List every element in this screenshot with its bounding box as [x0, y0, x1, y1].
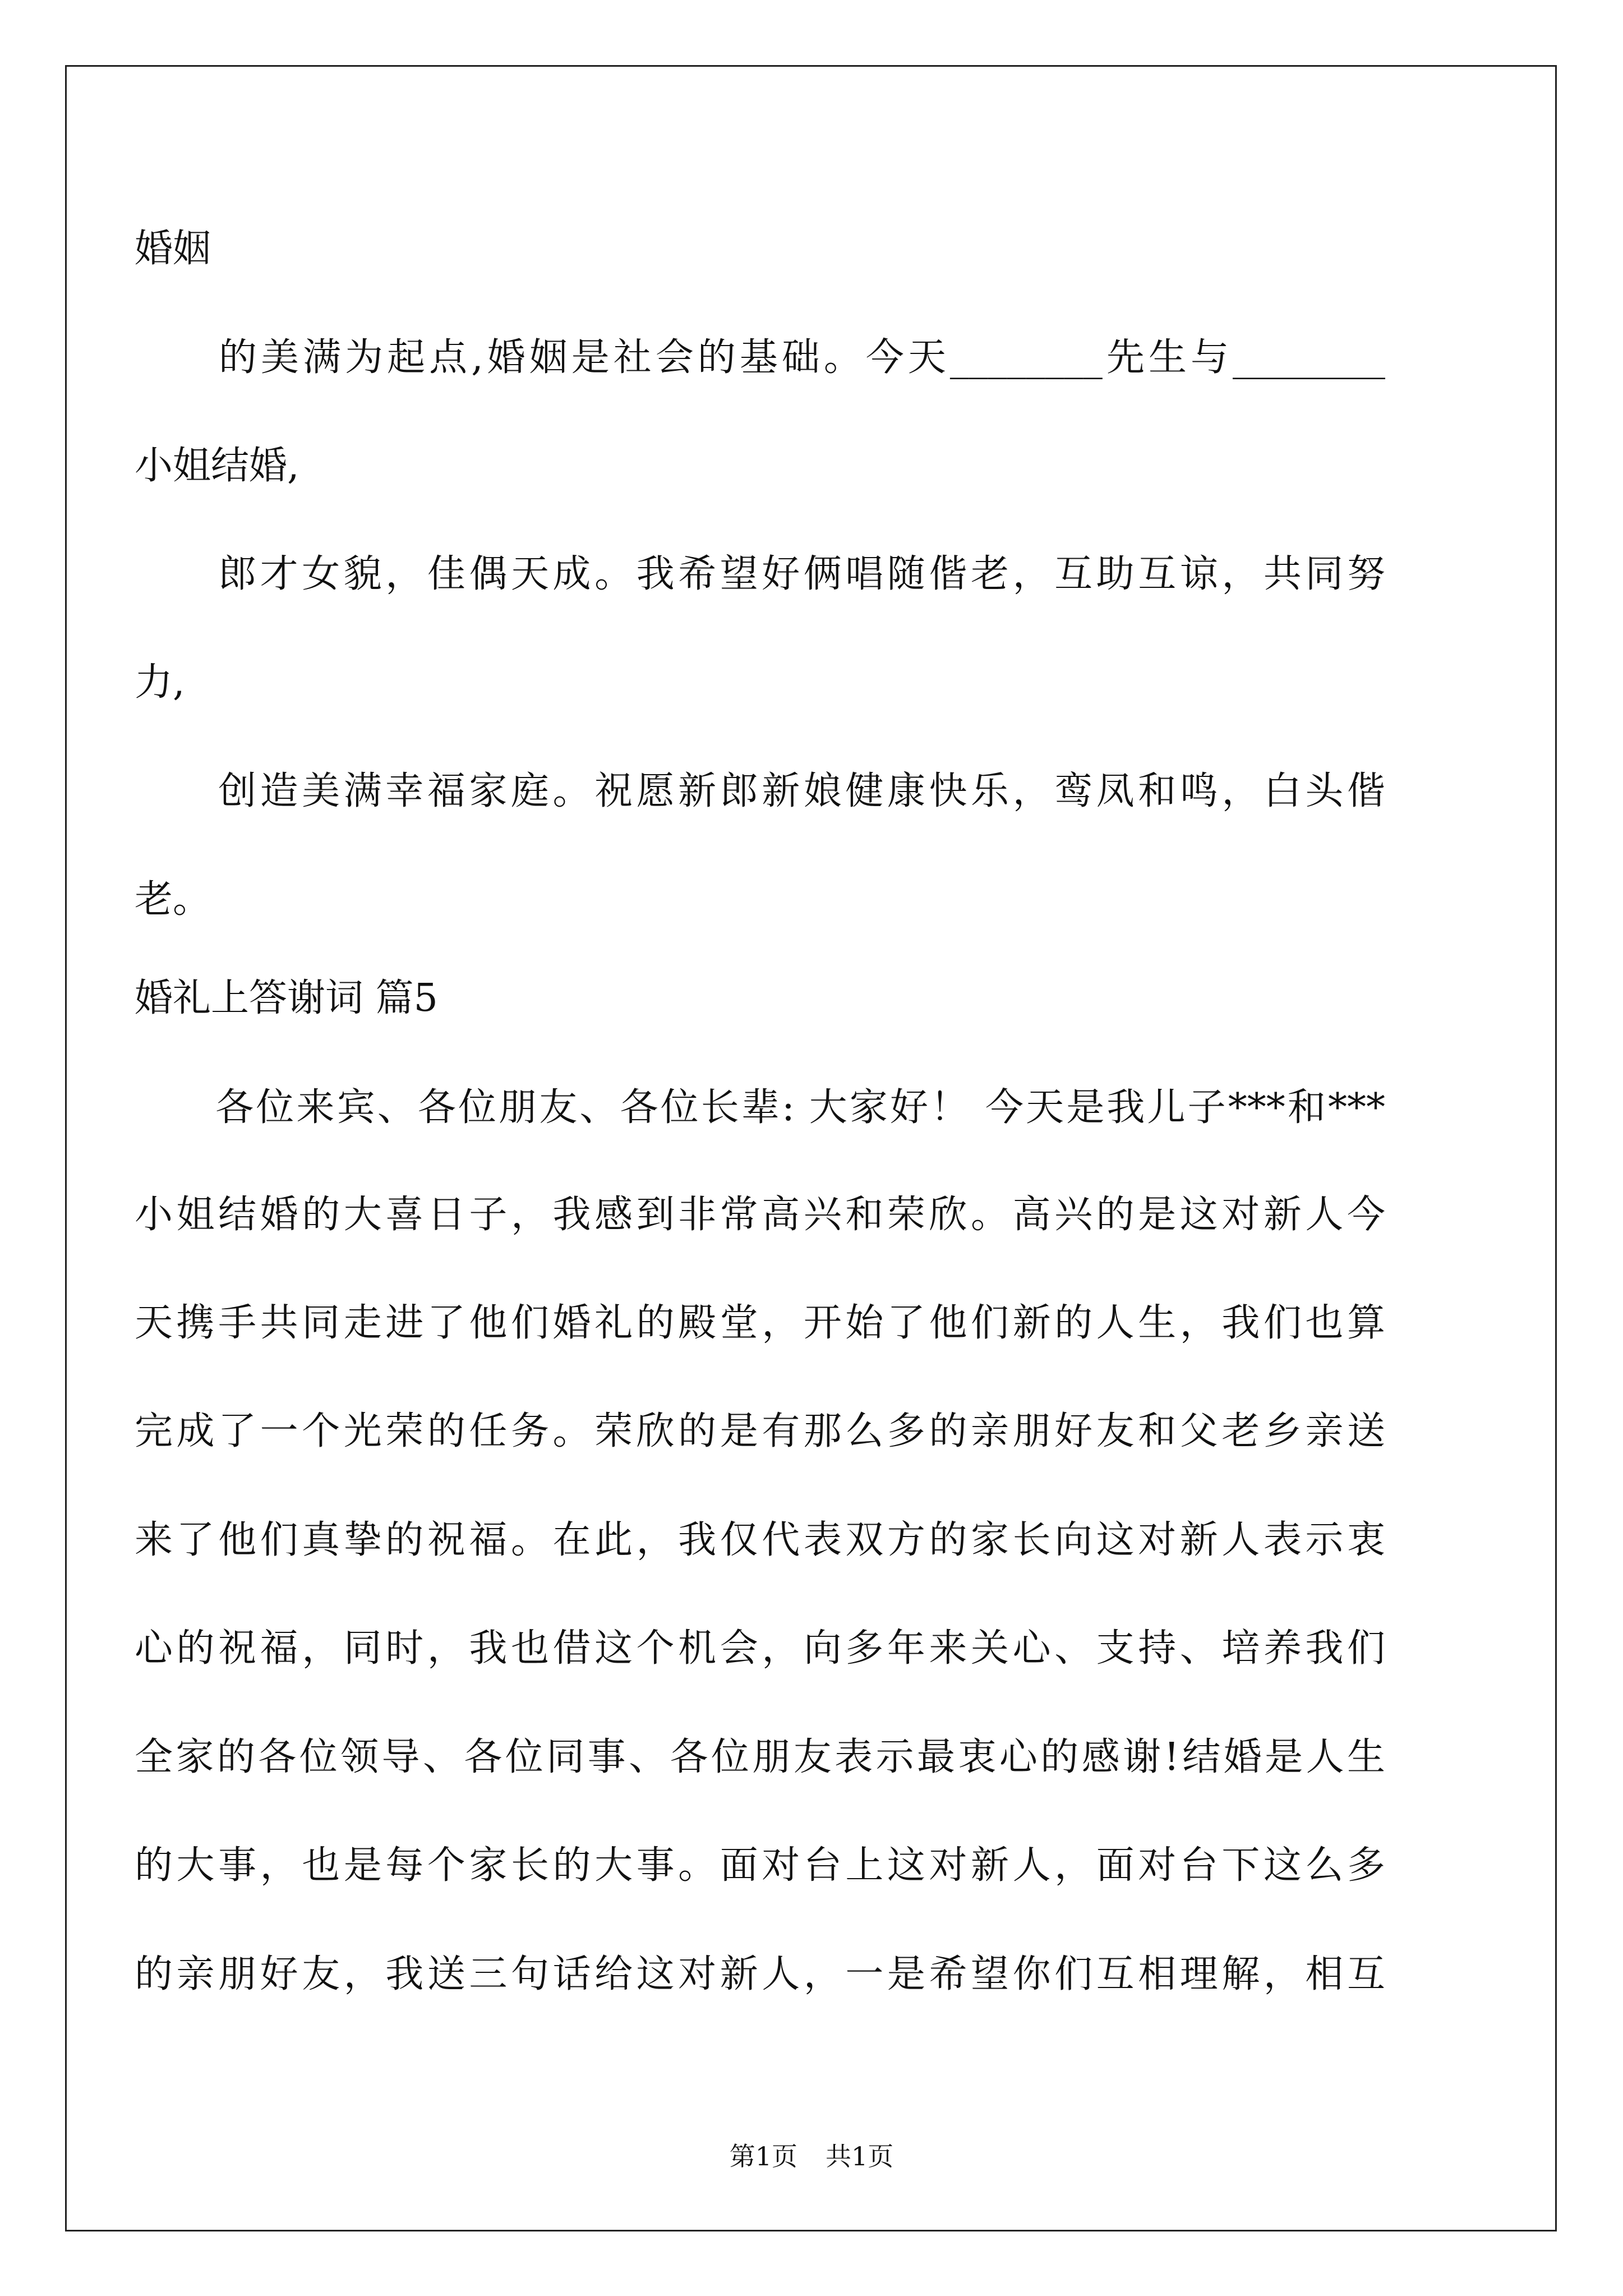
text-line: 各位来宾、各位朋友、各位长辈: 大家好！ 今天是我儿子***和***: [135, 1085, 1385, 1130]
text-line: 完成了一个光荣的任务。荣欣的是有那么多的亲朋好友和父老乡亲送: [135, 1409, 1385, 1453]
page-footer: [0, 2136, 1623, 2173]
page-border: [65, 65, 1557, 2231]
text-line: 全家的各位领导、各位同事、各位朋友表示最衷心的感谢!结婚是人生: [135, 1735, 1385, 1779]
text-line: 力,: [135, 660, 185, 705]
text-line: 郎才女貌，佳偶天成。我希望好俩唱随偕老，互助互谅，共同努: [135, 552, 1385, 596]
page-number: 第1页: [729, 2141, 797, 2171]
text-line: 来了他们真挚的祝福。在此，我仅代表双方的家长向这对新人表示衷: [135, 1518, 1385, 1562]
text-line: 小姐结婚的大喜日子，我感到非常高兴和荣欣。高兴的是这对新人今: [135, 1193, 1385, 1237]
page-total: 共1页: [826, 2141, 894, 2171]
text-line: 心的祝福，同时，我也借这个机会，向多年来关心、支持、培养我们: [135, 1626, 1385, 1671]
text-line: 天携手共同走进了他们婚礼的殿堂，开始了他们新的人生，我们也算: [135, 1301, 1385, 1345]
text-line: 的亲朋好友，我送三句话给这对新人，一是希望你们互相理解，相互: [135, 1952, 1385, 1996]
text-line: 的大事，也是每个家长的大事。面对台上这对新人，面对台下这么多: [135, 1843, 1385, 1888]
text-line: 创造美满幸福家庭。祝愿新郎新娘健康快乐，鸾凤和鸣，白头偕: [135, 769, 1385, 813]
section-heading: 婚礼上答谢词 篇5: [135, 976, 438, 1020]
text-line: 小姐结婚,: [135, 444, 299, 488]
text-line: 老。: [135, 877, 211, 922]
text-line: 的美满为起点,婚姻是社会的基础。今天________先生与________: [135, 335, 1385, 380]
text-line: 婚姻: [135, 227, 211, 271]
